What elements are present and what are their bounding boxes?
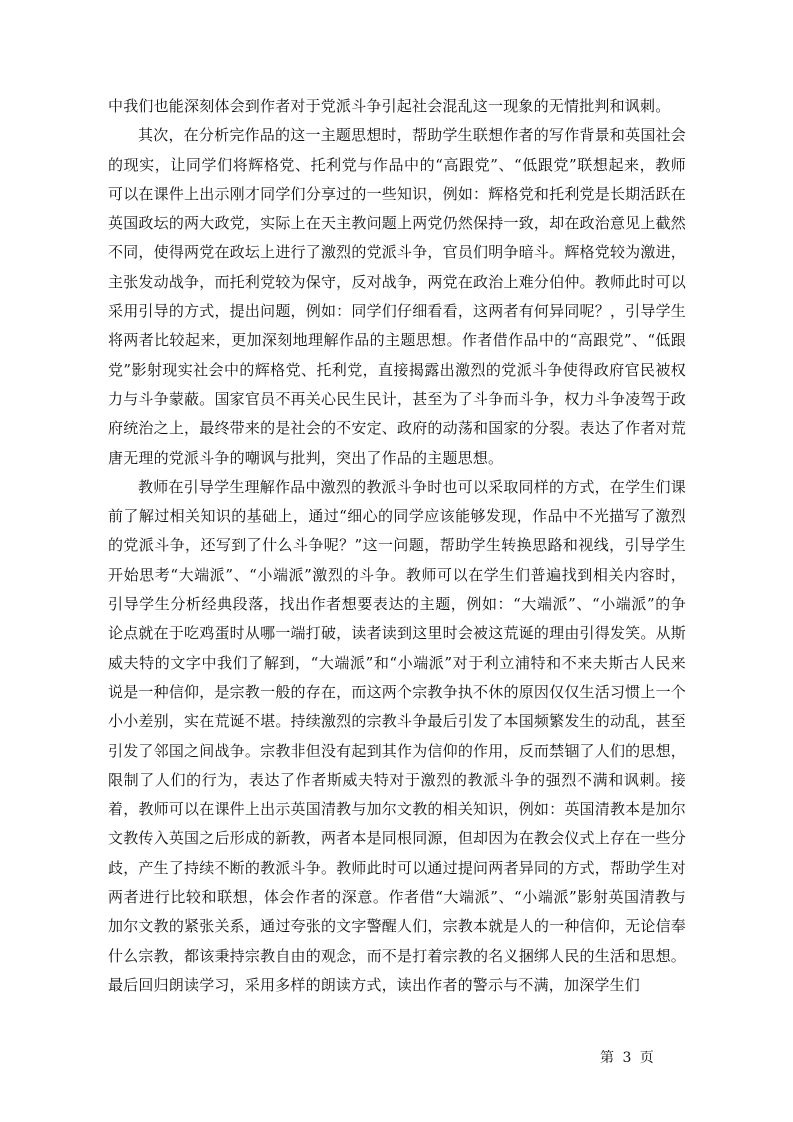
document-page <box>108 92 686 1000</box>
paragraph-religious-struggle: 教师在引导学生理解作品中激烈的教派斗争时也可以采取同样的方式，在学生们课前了解过相关知识的基础上，通过“细心的同学应该能够发现，作品中不光描写了激烈的党派斗争，还写到了什么斗争呢？”这一问题，帮助学生转换思路和视线，引导学生开始思考“大端派”、“小端派”激烈的斗争。教师可以在学生们普遍找到相关内容时，引导学生分析经典段落，找出作者想要表达的主题，例如：“大端派”、“小端派”的争论点就在于吃鸡蛋时从哪一端打破，读者读到这里时会被这荒诞的理由引得发笑。从斯威夫特的文字中我们了解到，“大端派”和“小端派”对于利立浦特和不来夫斯古人民来说是一种信仰，是宗教一般的存在，而这两个宗教争执不休的原因仅仅生活习惯上一个小小差别，实在荒诞不堪。持续激烈的宗教斗争最后引发了本国频繁发生的动乱，甚至引发了邻国之间战争。宗教非但没有起到其作为信仰的作用，反而禁锢了人们的思想，限制了人们的行为，表达了作者斯威夫特对于激烈的教派斗争的强烈不满和讽刺。接着，教师可以在课件上出示英国清教与加尔文教的相关知识，例如：英国清教本是加尔文教传入英国之后形成的新教，两者本是同根同源，但却因为在教会仪式上存在一些分歧，产生了持续不断的教派斗争。教师此时可以通过提问两者异同的方式，帮助学生对两者进行比较和联想，体会作者的深意。作者借“大端派”、“小端派”影射英国清教与加尔文教的紧张关系，通过夸张的文字警醒人们，宗教本就是人的一种信仰，无论信奉什么宗教，都该秉持宗教自由的观念，而不是打着宗教的名义捆绑人民的生活和思想。最后回归朗读学习，采用多样的朗读方式，读出作者的警示与不满，加深学生们 <box>108 477 686 994</box>
paragraph-party-struggle: 其次，在分析完作品的这一主题思想时，帮助学生联想作者的写作背景和英国社会的现实，让同学们将辉格党、托利党与作品中的“高跟党”、“低跟党”联想起来，教师可以在课件上出示刚才同学们分享过的一些知识，例如：辉格党和托利党是长期活跃在英国政坛的两大政党，实际上在天主教问题上两党仍然保持一致，却在政治意见上截然不同，使得两党在政坛上进行了激烈的党派斗争，官员们明争暗斗。辉格党较为激进，主张发动战争，而托利党较为保守，反对战争，两党在政治上难分伯仲。教师此时可以采用引导的方式，提出问题，例如：同学们仔细看看，这两者有何异同呢？，引导学生将两者比较起来，更加深刻地理解作品的主题思想。作者借作品中的“高跟党”、“低跟党”影射现实社会中的辉格党、托利党，直接揭露出激烈的党派斗争使得政府官民被权力与斗争蒙蔽。国家官员不再关心民生民计，甚至为了斗争而斗争，权力斗争凌驾于政府统治之上，最终带来的是社会的不安定、政府的动荡和国家的分裂。表达了作者对荒唐无理的党派斗争的嘲讽与批判，突出了作品的主题思想。 <box>108 126 686 467</box>
page-number: 第 3 页 <box>600 1050 656 1066</box>
paragraph-continuation: 中我们也能深刻体会到作者对于党派斗争引起社会混乱这一现象的无情批判和讽刺。 <box>108 97 671 115</box>
